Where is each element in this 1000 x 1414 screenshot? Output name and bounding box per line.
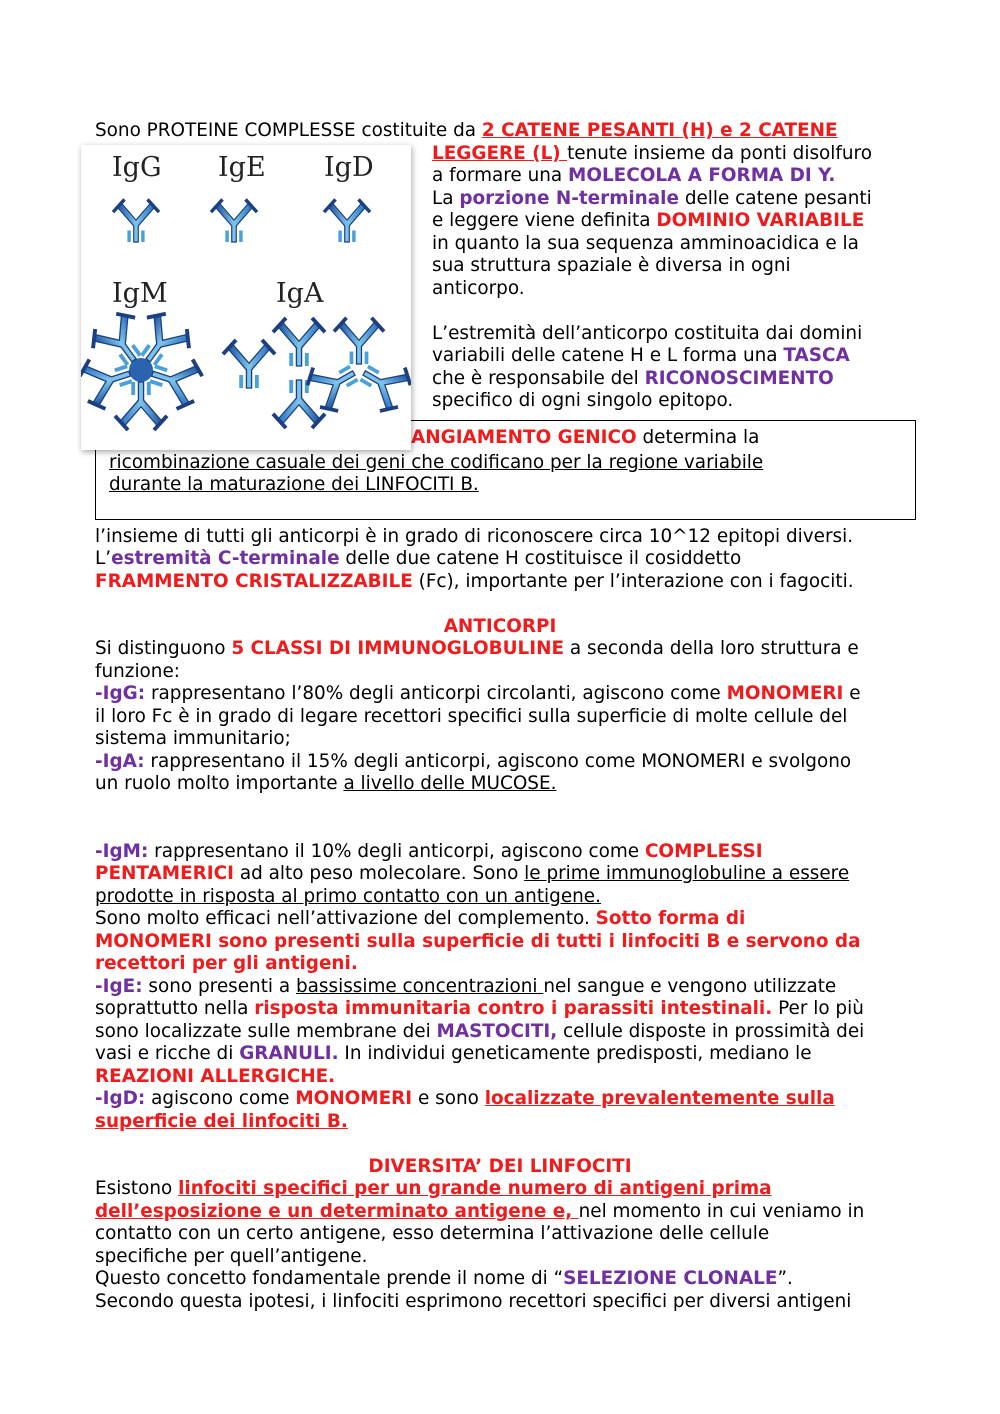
igm-pentamer-icon xyxy=(81,306,206,430)
note-line-1: ANGIAMENTO GENICO determina la xyxy=(411,427,760,448)
after-line-3: FRAMMENTO CRISTALIZZABILE (Fc), importante per l’interazione con i fagociti. xyxy=(95,571,854,592)
ige-line-2: soprattutto nella risposta immunitaria contro i parassiti intestinali. Per lo più xyxy=(95,998,864,1019)
ige-line-3: sono localizzate sulle membrane dei MASTOCITI, cellule disposte in prossimità dei xyxy=(95,1021,865,1042)
igd-line-1: -IgD: agiscono come MONOMERI e sono localizzate prevalentemente sulla xyxy=(95,1088,835,1109)
igm-line-1: -IgM: rappresentano il 10% degli anticorpi, agiscono come COMPLESSI xyxy=(95,841,763,862)
anticorpi-heading: ANTICORPI xyxy=(443,616,557,637)
intro-line-11: che è responsabile del RICONOSCIMENTO xyxy=(432,368,834,389)
diversita-line-5: Questo concetto fondamentale prende il nome di “SELEZIONE CLONALE”. xyxy=(95,1268,793,1289)
igg-line-2: il loro Fc è in grado di legare recettori specifici sulla superficie di molte cellule del xyxy=(95,706,848,727)
igm-line-4: Sono molto efficaci nell’attivazione del complemento. Sotto forma di xyxy=(95,908,746,929)
iga-trimer-icon xyxy=(301,318,411,418)
diversita-line-4: specifiche per quell’antigene. xyxy=(95,1246,368,1267)
igg-line-1: -IgG: rappresentano l’80% degli anticorpi circolanti, agiscono come MONOMERI e xyxy=(95,683,861,704)
igg-label: IgG xyxy=(112,152,162,183)
diversita-heading: DIVERSITA’ DEI LINFOCITI xyxy=(368,1156,632,1177)
after-line-2: L’estremità C-terminale delle due catene H costituisce il cosiddetto xyxy=(95,548,742,569)
after-line-1: l’insieme di tutti gli anticorpi è in grado di riconoscere circa 10^12 epitopi diversi. xyxy=(95,526,854,547)
ige-label: IgE xyxy=(218,152,266,183)
intro-line-12: specifico di ogni singolo epitopo. xyxy=(432,390,734,411)
diversita-line-6: Secondo questa ipotesi, i linfociti esprimono recettori specifici per diversi antigeni xyxy=(95,1291,852,1312)
igm-line-3: prodotte in risposta al primo contatto con un antigene. xyxy=(95,886,601,907)
igm-line-6: recettori per gli antigeni. xyxy=(95,953,358,974)
ige-line-5: REAZIONI ALLERGICHE. xyxy=(95,1066,336,1087)
intro-line-3: a formare una MOLECOLA A FORMA DI Y. xyxy=(432,165,836,186)
intro-line-2: LEGGERE (L) tenute insieme da ponti disolfuro xyxy=(432,143,872,164)
diversita-line-1: Esistono linfociti specifici per un grande numero di antigeni prima xyxy=(95,1178,772,1199)
intro-line-5: e leggere viene definita DOMINIO VARIABILE xyxy=(432,210,865,231)
anticorpi-line-1: Si distinguono 5 CLASSI DI IMMUNOGLOBULINE a seconda della loro struttura e xyxy=(95,638,859,659)
igg-line-3: sistema immunitario; xyxy=(95,728,291,749)
intro-line-6: in quanto la sua sequenza amminoacidica e la xyxy=(432,233,859,254)
anticorpi-line-2: funzione: xyxy=(95,661,180,682)
iga-dimer-icon xyxy=(273,318,325,428)
iga-label: IgA xyxy=(276,278,324,309)
ige-line-4: vasi e ricche di GRANULI. In individui geneticamente predisposti, mediano le xyxy=(95,1043,812,1064)
diversita-line-2: dell’esposizione e un determinato antigene e, nel momento in cui veniamo in xyxy=(95,1201,865,1222)
intro-line-9: L’estremità dell’anticorpo costituita dai domini xyxy=(432,323,863,344)
intro-line-4: La porzione N-terminale delle catene pesanti xyxy=(432,188,872,209)
note-line-2: ricombinazione casuale dei geni che codificano per la regione variabile xyxy=(109,452,764,473)
igm-label: IgM xyxy=(112,278,168,309)
intro-line-10: variabili delle catene H e L forma una TASCA xyxy=(432,345,850,366)
igd-label: IgD xyxy=(324,152,374,183)
ige-line-1: -IgE: sono presenti a bassissime concentrazioni nel sangue e vengono utilizzate xyxy=(95,976,837,997)
igd-antibody-icon xyxy=(324,199,370,242)
intro-line-7: sua struttura spaziale è diversa in ogni xyxy=(432,255,791,276)
igm-line-2: PENTAMERICI ad alto peso molecolare. Sono le prime immunoglobuline a essere xyxy=(95,863,850,884)
iga-monomer-icon xyxy=(223,340,275,388)
ige-antibody-icon xyxy=(211,199,257,242)
immunoglobulin-figure xyxy=(81,145,411,450)
intro-line-1: Sono PROTEINE COMPLESSE costituite da 2 CATENE PESANTI (H) e 2 CATENE xyxy=(95,120,838,141)
iga-line-1: -IgA: rappresentano il 15% degli anticorpi, agiscono come MONOMERI e svolgono xyxy=(95,751,852,772)
igg-antibody-icon xyxy=(113,199,159,242)
diversita-line-3: contatto con un certo antigene, esso determina l’attivazione delle cellule xyxy=(95,1223,770,1244)
igm-line-5: MONOMERI sono presenti sulla superficie di tutti i linfociti B e servono da xyxy=(95,931,861,952)
note-line-3: durante la maturazione dei LINFOCITI B. xyxy=(109,474,479,495)
iga-line-2: un ruolo molto importante a livello delle MUCOSE. xyxy=(95,773,557,794)
intro-line-8: anticorpo. xyxy=(432,278,525,299)
igd-line-2: superficie dei linfociti B. xyxy=(95,1111,348,1132)
